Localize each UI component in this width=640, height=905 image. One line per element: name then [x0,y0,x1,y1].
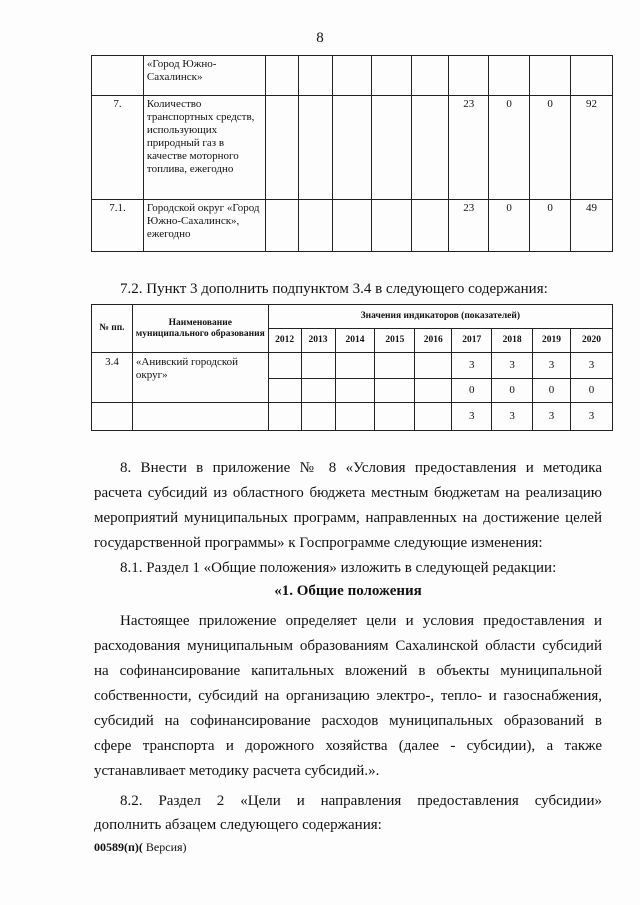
value-cell: 0 [533,379,571,403]
value-cell [375,379,415,403]
body-paragraph-line: субсидий на софинансирование расходов муниципальных образований в [94,713,602,729]
value-cell [298,96,332,200]
value-cell: 0 [489,96,530,200]
value-cell: 23 [449,96,489,200]
value-cell [335,403,375,431]
value-cell [375,403,415,431]
year-header: 2016 [415,329,452,353]
value-cell [530,56,571,96]
value-cell [571,56,613,96]
value-cell [332,96,372,200]
paragraph-8-line: расчета субсидий из областного бюджета местным бюджетам на реализацию [94,485,602,501]
paragraph-8-1: 8.1. Раздел 1 «Общие положения» изложить в следующей редакции: [120,560,557,576]
value-cell: 3 [570,353,612,379]
paragraph-8-2-line: дополнить абзацем следующего содержания: [94,817,382,833]
value-cell [412,56,449,96]
year-header: 2015 [375,329,415,353]
value-cell [449,56,489,96]
value-cell: 0 [570,379,612,403]
section-heading: «1. Общие положения [274,583,422,599]
body-paragraph-line: устанавливает методику расчета субсидий.». [94,763,380,779]
value-cell: 49 [571,200,613,252]
value-cell [268,353,301,379]
row-number [92,403,133,431]
row-name: «Город Южно-Сахалинск» [143,56,265,96]
footer-version: Версия) [142,840,187,854]
value-cell [332,56,372,96]
value-cell [335,353,375,379]
table-row [92,96,613,200]
page-number: 8 [316,30,324,46]
value-cell: 3 [492,403,533,431]
value-cell [265,96,298,200]
paragraph-8-line: 8. Внести в приложение № 8 «Условия предоставления и методика [120,460,602,476]
value-cell [415,403,452,431]
table-row [92,200,613,252]
row-name: «Анивский городской округ» [132,353,268,403]
value-cell: 0 [489,200,530,252]
indicator-table-3-4 [91,304,613,431]
row-name: Количество транспортных средств, использующих природный газ в качестве моторного топлива, ежегодно [143,96,265,200]
value-cell [268,403,301,431]
row-number: 7. [92,96,144,200]
row-name [132,403,268,431]
header-municipality: Наименование муниципального образования [132,305,268,353]
value-cell [489,56,530,96]
body-paragraph-line: собственности, субсидий на организацию электро-, тепло- и газоснабжения, [94,688,602,704]
body-paragraph-line: сфере транспорта и дорожного хозяйства (далее - субсидии), а также [94,738,602,754]
year-header: 2018 [492,329,533,353]
value-cell [415,353,452,379]
paragraph-8-2-line: 8.2. Раздел 2 «Цели и направления предоставления субсидии» [120,793,602,809]
header-number: № пп. [92,305,133,353]
body-paragraph-line: на софинансирование капитальных вложений в объекты муниципальной [94,663,602,679]
value-cell [372,56,412,96]
year-header: 2013 [301,329,335,353]
value-cell [265,56,298,96]
value-cell: 92 [571,96,613,200]
table-row [92,353,613,379]
body-paragraph-line: расходования муниципальным образованиям Сахалинской области субсидий [94,638,602,654]
year-header: 2017 [452,329,492,353]
value-cell [375,353,415,379]
value-cell [265,200,298,252]
indicator-table-continued [91,55,613,252]
row-number: 3.4 [92,353,133,403]
paragraph-8-line: мероприятий муниципальных программ, направленных на достижение целей [94,510,602,526]
value-cell [335,379,375,403]
row-number: 7.1. [92,200,144,252]
year-header: 2019 [533,329,571,353]
table-row [92,56,613,96]
footer-code: 00589(п)( [94,840,143,854]
year-header: 2012 [268,329,301,353]
value-cell: 3 [533,353,571,379]
year-header: 2014 [335,329,375,353]
header-indicator-values: Значения индикаторов (показателей) [268,305,612,329]
row-name: Городской округ «Город Южно-Сахалинск», ежегодно [143,200,265,252]
value-cell [372,200,412,252]
document-footer-code [94,840,187,855]
value-cell [412,96,449,200]
value-cell: 3 [452,353,492,379]
value-cell [301,403,335,431]
value-cell: 3 [570,403,612,431]
table-header-row [92,305,613,329]
value-cell: 0 [530,200,571,252]
value-cell: 0 [530,96,571,200]
value-cell: 3 [492,353,533,379]
year-header: 2020 [570,329,612,353]
body-paragraph-line: Настоящее приложение определяет цели и условия предоставления и [120,613,602,629]
paragraph-8-line: государственной программы» к Госпрограмме следующие изменения: [94,535,543,551]
value-cell: 3 [452,403,492,431]
value-cell: 0 [452,379,492,403]
value-cell [268,379,301,403]
row-number [92,56,144,96]
value-cell: 0 [492,379,533,403]
value-cell: 3 [533,403,571,431]
value-cell [415,379,452,403]
value-cell [332,200,372,252]
intro-7-2: 7.2. Пункт 3 дополнить подпунктом 3.4 в следующего содержания: [120,281,548,297]
value-cell [412,200,449,252]
value-cell [301,379,335,403]
value-cell [301,353,335,379]
table-row [92,403,613,431]
value-cell [372,96,412,200]
value-cell: 23 [449,200,489,252]
value-cell [298,56,332,96]
value-cell [298,200,332,252]
